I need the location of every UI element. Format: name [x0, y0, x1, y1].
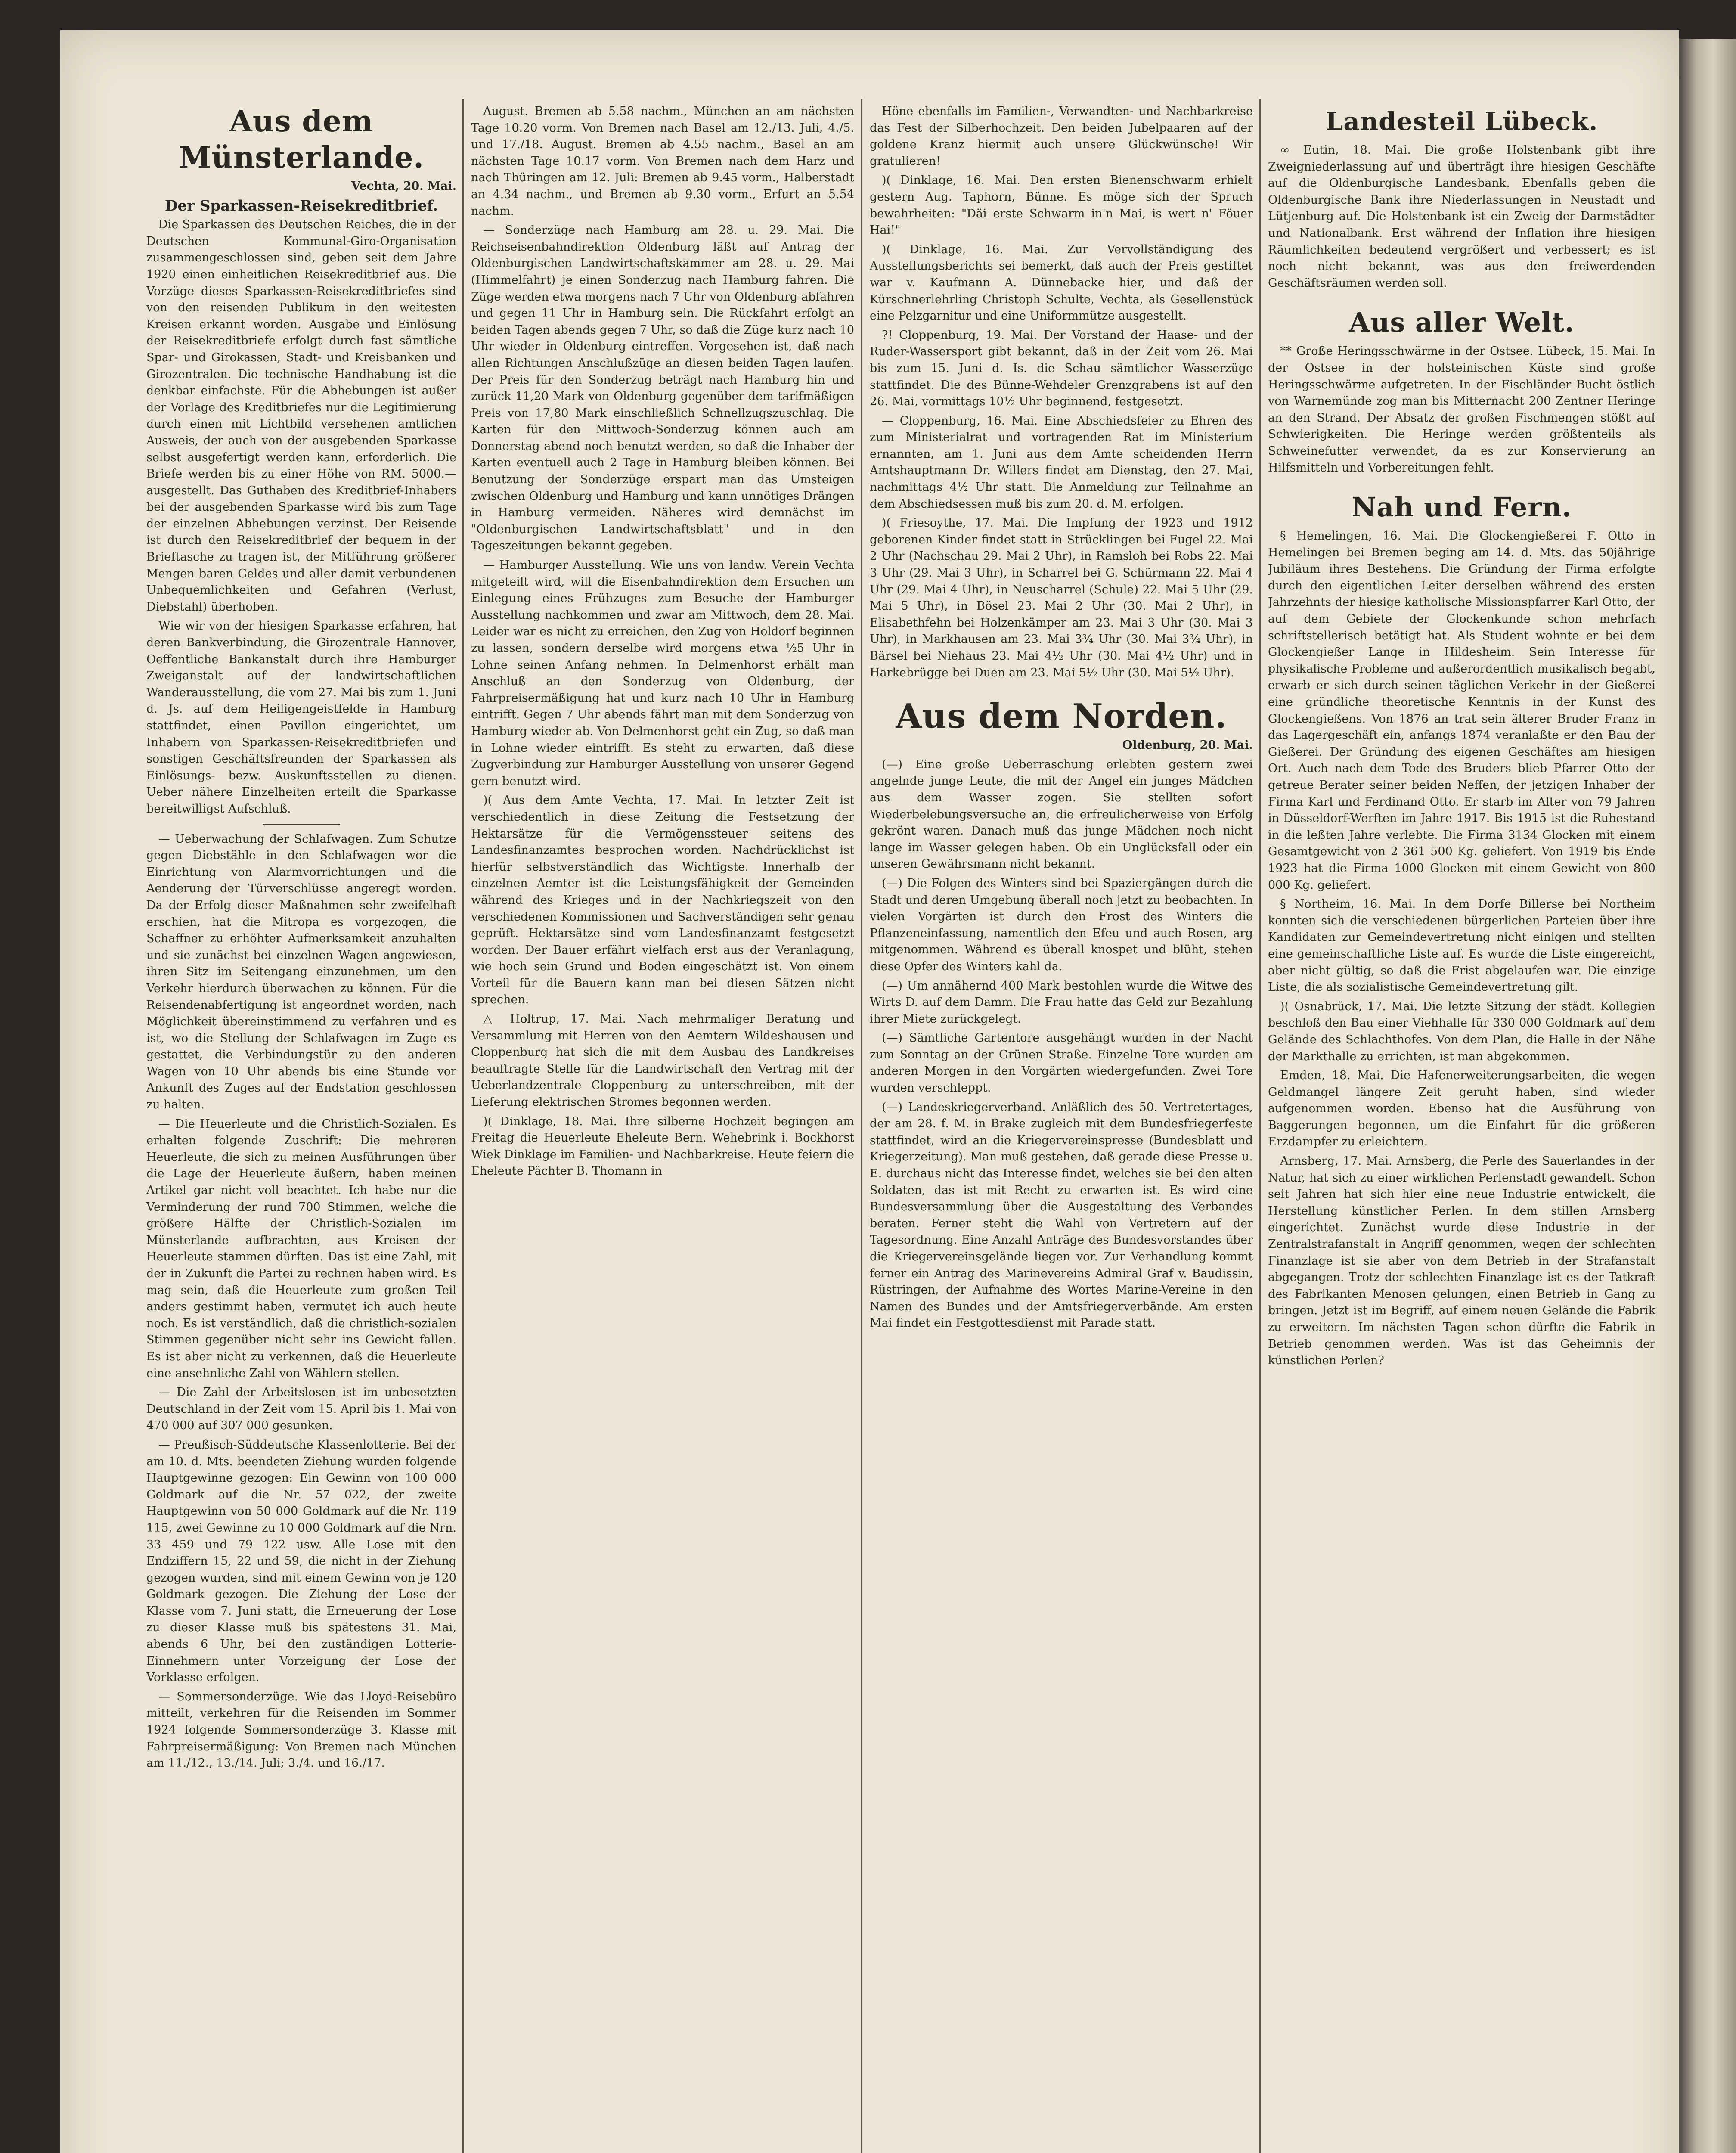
article-paragraph: ∞ Eutin, 18. Mai. Die große Holstenbank gibt ihre Zweigniederlassung auf und überträgt ihre hiesigen Geschäfte auf die Oldenburgische Landesbank. Ebenfalls geben die Oldenburgische Bank ihre Niederlassungen in Neustadt und Lütjenburg auf. Die Holstenbank ist ein Zweig der Darmstädter und Nationalbank. Erst während der Inflation ihre hiesigen Räumlichkeiten bedeutend vergrößert und verbessert; es ist noch nicht bekannt, was aus den freiwerdenden Geschäftsräumen werden soll.: [1268, 143, 1655, 290]
article-paragraph: — Sonderzüge nach Hamburg am 28. u. 29. Mai. Die Reichseisenbahndirektion Oldenburg läßt auf Antrag der Oldenburgischen Landwirtschaftskammer am 28. u. 29. Mai (Himmelfahrt) je einen Sonderzug nach Hamburg fahren. Die Züge werden etwa morgens nach 7 Uhr von Oldenburg abfahren und gegen 11 Uhr in Hamburg sein. Die Rückfahrt erfolgt an beiden Tagen abends gegen 7 Uhr, so daß die Züge kurz nach 10 Uhr wieder in Oldenburg eintreffen. Vorgesehen ist, daß nach allen Richtungen Anschlußzüge an diesen beiden Tagen laufen. Der Preis für den Sonderzug beträgt nach Hamburg hin und zurück 11,20 Mark von Oldenburg gegenüber dem tarifmäßigen Preis von 17,80 Mark einschließlich Schnellzugszuschlag. Die Karten für den Mittwoch-Sonderzug können auch am Donnerstag abend noch benutzt werden, so daß die Inhaber der Karten eventuell auch 2 Tage in Hamburg bleiben können. Bei Benutzung der Sonderzüge erspart man das Umsteigen zwischen Oldenburg und Hamburg und kann unnötiges Drängen in Hamburg vermeiden. Näheres wird demnächst im "Oldenburgischen Landwirtschaftsblatt" und in den Tageszeitungen bekannt gegeben.: [471, 223, 854, 553]
article-paragraph: )( Dinklage, 18. Mai. Ihre silberne Hochzeit begingen am Freitag die Heuerleute Eheleute Bern. Wehebrink i. Bockhorst Wiek Dinklage im Familien- und Nachbarkreise. Heute feiern die Eheleute Pächter B. Thomann in: [471, 1114, 854, 1178]
section-heading: Landesteil Lübeck.: [1325, 107, 1598, 136]
section-heading: Nah und Fern.: [1352, 491, 1572, 523]
article-paragraph: ?! Cloppenburg, 19. Mai. Der Vorstand der Haase- und der Ruder-Wassersport gibt bekannt, daß in der Zeit vom 26. Mai bis zum 15. Juni d. Is. die Schau sämtlicher Wasserzüge stattfindet. Die des Bünne-Wehdeler Grenzgrabens ist auf den 26. Mai, vormittags 10½ Uhr beginnend, festgesetzt.: [870, 328, 1253, 409]
dateline: Oldenburg, 20. Mai.: [1122, 738, 1253, 752]
article-paragraph: (—) Sämtliche Gartentore ausgehängt wurden in der Nacht zum Sonntag an der Grünen Straße. Einzelne Tore wurden am anderen Morgen in den Vorgärten wiedergefunden. Zwei Tore wurden verschleppt.: [870, 1031, 1253, 1095]
column-rule: [462, 99, 464, 2153]
section-heading: Aus dem Norden.: [896, 697, 1227, 736]
column-2: [471, 103, 854, 2153]
article-paragraph: Wie wir von der hiesigen Sparkasse erfahren, hat deren Bankverbindung, die Girozentrale Hannover, Oeffentliche Bankanstalt durch ihre Hamburger Zweiganstalt auf der landwirtschaftlichen Wanderausstellung, die vom 27. Mai bis zum 1. Juni d. Js. auf dem Heiligengeistfelde in Hamburg stattfindet, einen Pavillon eingerichtet, um Inhabern von Sparkassen-Reisekreditbriefen und sonstigen Geschäftsfreunden der Sparkassen als Einlösungs- bezw. Auskunftsstellen zu dienen. Ueber nähere Einzelheiten erteilt die Sparkasse bereitwilligst Aufschluß.: [146, 619, 456, 816]
article-paragraph: Die Sparkassen des Deutschen Reiches, die in der Deutschen Kommunal-Giro-Organisation zusammengeschlossen sind, geben seit dem Jahre 1920 einen einheitlichen Reisekreditbrief aus. Die Vorzüge dieses Sparkassen-Reisekreditbriefes sind von den reisenden Publikum in den weitesten Kreisen erkannt worden. Ausgabe und Einlösung der Reisekreditbriefe erfolgt durch fast sämtliche Spar- und Girokassen, Stadt- und Kreisbanken und Girozentralen. Die technische Handhabung ist die denkbar einfachste. Für die Abhebungen ist außer der Vorlage des Kreditbriefes nur die Legitimierung durch einen mit Lichtbild versehenen amtlichen Ausweis, der auch von der ausgebenden Sparkasse selbst ausgefertigt werden kann, erforderlich. Die Briefe werden bis zu einer Höhe von RM. 5000.— ausgestellt. Das Guthaben des Kreditbrief-Inhabers bei der ausgebenden Sparkasse wird bis zum Tage der einzelnen Abhebungen verzinst. Der Reisende ist durch den Reisekreditbrief der bequem in der Brieftasche zu tragen ist, der Mitführung größerer Mengen baren Geldes und aller damit verbundenen Unbequemlichkeiten und Gefahren (Verlust, Diebstahl) überhoben.: [146, 218, 456, 614]
separator: [263, 824, 340, 825]
column-4: [1268, 103, 1655, 2153]
article-paragraph: Emden, 18. Mai. Die Hafenerweiterungsarbeiten, die wegen Geldmangel längere Zeit geruht haben, sind wieder aufgenommen worden. Ebenso hat die Ausführung von Baggerungen begonnen, um die Einfahrt für die größeren Erzdampfer zu erleichtern.: [1268, 1069, 1655, 1149]
article-paragraph: — Preußisch-Süddeutsche Klassenlotterie. Bei der am 10. d. Mts. beendeten Ziehung wurden folgende Hauptgewinne gezogen: Ein Gewinn von 100 000 Goldmark auf die Nr. 57 022, der zweite Hauptgewinn von 50 000 Goldmark auf die Nr. 119 115, zwei Gewinne zu 10 000 Goldmark auf die Nrn. 33 459 und 79 122 usw. Alle Lose mit den Endziffern 15, 22 und 59, die nicht in der Ziehung gezogen wurden, sind mit einem Gewinn von je 120 Goldmark gezogen. Die Ziehung der Lose der Klasse vom 7. Juni statt, die Erneuerung der Lose zu dieser Klasse muß bis spätestens 31. Mai, abends 6 Uhr, bei den zuständigen Lotterie-Einnehmern unter Vorzeigung der Lose der Vorklasse erfolgen.: [146, 1438, 456, 1685]
column-rule: [861, 99, 862, 2153]
section-heading: Aus aller Welt.: [1349, 307, 1575, 338]
article-paragraph: ** Große Heringsschwärme in der Ostsee. Lübeck, 15. Mai. In der Ostsee in der holsteinischen Küste sind große Heringsschwärme aufgetreten. In der Fischländer Bucht östlich von Warnemünde zog man bis Mitternacht 200 Zentner Heringe an den Strand. Der Absatz der großen Fischmengen stößt auf Schwierigkeiten. Die Heringe werden größtenteils als Schweinefutter verwendet, da es zur Konservierung an Hilfsmitteln und Vorbereitungen fehlt.: [1268, 344, 1655, 475]
article-paragraph: § Hemelingen, 16. Mai. Die Glockengießerei F. Otto in Hemelingen bei Bremen beging am 14. d. Mts. das 50jährige Jubiläum ihres Bestehens. Die Gründung der Firma erfolgte durch den eigentlichen Leiter derselben während des ersten Jahrzehnts der hiesige katholische Missionspfarrer Karl Otto, der auf dem Gebiete der Glockenkunde schon mehrfach schriftstellerisch betätigt hat. Als Student wohnte er bei dem Glockengießer Lange in Hildesheim. Sein Interesse für physikalische Probleme und außerordentlich musikalisch begabt, erwarb er sich durch seinen täglichen Verkehr in der Gießerei eine gründliche theoretische Kenntnis in der Kunst des Glockengießens. Von 1876 an trat sein älterer Bruder Franz in das Lagergeschäft ein, anfangs 1874 veranlaßte er den Bau der Gießerei. Der Gründung des eigenen Geschäftes am hiesigen Ort. Auch nach dem Tode des Bruders blieb Pfarrer Otto der getreue Berater seiner beiden Neffen, der jetzigen Inhaber der Firma Karl und Ferdinand Otto. Er starb im Alter von 79 Jahren in Düsseldorf-Werften im Jahre 1917. Bis 1915 ist die Ruhestand in die leßten Jahre verlebte. Die Firma 3134 Glocken mit einem Gesamtgewicht von 2 361 500 Kg. geliefert. Von 1919 bis Ende 1923 hat die Firma 1000 Glocken mit einem Gewicht von 800 000 Kg. geliefert.: [1268, 529, 1655, 892]
article-paragraph: )( Dinklage, 16. Mai. Den ersten Bienenschwarm erhielt gestern Aug. Taphorn, Bünne. Es möge sich der Spruch bewahrheiten: "Däi erste Schwarm in'n Mai, is wert n' Föuer Hai!": [870, 174, 1253, 237]
article-paragraph: (—) Landeskriegerverband. Anläßlich des 50. Vertretertages, der am 28. f. M. in Brake zugleich mit dem Bundesfriegerfeste stattfindet, wird an die Kriegervereinspresse (Bundesblatt und Kriegerzeitung). Man muß gestehen, daß gerade diese Presse u. E. durchaus nicht das Interesse findet, welches sie bei den alten Soldaten, das ist mit Recht zu erwarten ist. Es wird eine Bundesversammlung über die Ausgestaltung des Verbandes beraten. Ferner steht die Wahl von Vertretern auf der Tagesordnung. Eine Anzahl Anträge des Bundesvorstandes über die Kriegervereinsgelände liegen vor. Zur Verhandlung kommt ferner ein Antrag des Marinevereins Admiral Graf v. Baudissin, Rüstringen, der Aufnahme des Wortes Marine-Vereine in den Namen des Bundes und der Amtsfriegerverbände. Am ersten Mai findet ein Festgottesdienst mit Parade statt.: [870, 1100, 1253, 1330]
page-fold: [1679, 39, 1736, 2153]
article-paragraph: (—) Die Folgen des Winters sind bei Spaziergängen durch die Stadt und deren Umgebung überall noch jetzt zu beobachten. In vielen Vorgärten ist durch den Frost des Winters die Pflanzeneinfassung, namentlich den Efeu und auch Rosen, arg mitgenommen. Während es überall knospet und blüht, stehen diese Opfer des Winters kahl da.: [870, 876, 1253, 973]
article-paragraph: — Sommersonderzüge. Wie das Lloyd-Reisebüro mitteilt, verkehren für die Reisenden im Sommer 1924 folgende Sommersonderzüge 3. Klasse mit Fahrpreisermäßigung: Von Bremen nach München am 11./12., 13./14. Juli; 3./4. und 16./17.: [146, 1690, 456, 1770]
article-paragraph: Arnsberg, 17. Mai. Arnsberg, die Perle des Sauerlandes in der Natur, hat sich zu einer wirklichen Perlenstadt gewandelt. Schon seit Jahren hat sich hier eine neue Industrie entwickelt, die Herstellung künstlicher Perlen. In dem stillen Arnsberg eingerichtet. Zunächst wurde diese Industrie in der Zentralstrafanstalt in Angriff genommen, wegen der schlechten Finanzlage ist sie aber von dem Betrieb in der Strafanstalt abgegangen. Trotz der schlechten Finanzlage ist es der Tatkraft des Fabrikanten Menosen gelungen, einen Betrieb in Gang zu bringen. Jetzt ist im Begriff, auf einem neuen Gelände die Fabrik zu erweitern. Im nächsten Tagen schon dürfte die Fabrik in Betrieb genommen werden. Was ist das Geheimnis der künstlichen Perlen?: [1268, 1154, 1655, 1368]
article-paragraph: August. Bremen ab 5.58 nachm., München an am nächsten Tage 10.20 vorm. Von Bremen nach Basel am 12./13. Juli, 4./5. und 17./18. August. Bremen ab 4.55 nachm., Basel an am nächsten Tage 10.17 vorm. Von Bremen nach dem Harz und nach Thüringen am 12. Juli: Bremen ab 9.45 vorm., Halberstadt an 4.34 nachm., und Bremen ab 9.30 vorm., Erfurt an 5.54 nachm.: [471, 105, 854, 218]
article-paragraph: — Hamburger Ausstellung. Wie uns von landw. Verein Vechta mitgeteilt wird, will die Eisenbahndirektion dem Ersuchen um Einlegung eines Frühzuges zum Besuche der Hamburger Ausstellung nachkommen und zwar am Mittwoch, dem 28. Mai. Leider war es nicht zu erreichen, den Zug von Holdorf beginnen zu lassen, sondern derselbe wird morgens etwa ½5 Uhr in Lohne seinen Anfang nehmen. In Delmenhorst erhält man Anschluß an den Sonderzug von Oldenburg, der Fahrpreisermäßigung hat und kurz nach 10 Uhr in Hamburg eintrifft. Gegen 7 Uhr abends fährt man mit dem Sonderzug von Hamburg wieder ab. Von Delmenhorst geht ein Zug, so daß man in Lohne wieder eintrifft. Es steht zu erwarten, daß diese Zugverbindung zur Hamburger Ausstellung von unserer Gegend gern benutzt wird.: [471, 558, 854, 788]
column-rule: [1259, 99, 1261, 2153]
column-3: [870, 103, 1253, 2153]
article-paragraph: (—) Um annähernd 400 Mark bestohlen wurde die Witwe des Wirts D. auf dem Damm. Die Frau hatte das Geld zur Bezahlung ihrer Miete zurückgelegt.: [870, 979, 1253, 1026]
article-paragraph: △ Holtrup, 17. Mai. Nach mehrmaliger Beratung und Versammlung mit Herren von den Aemtern Wildeshausen und Cloppenburg hat sich die mit dem Ausbau des Landkreises beauftragte Stelle für die Landwirtschaft den Vertrag mit der Ueberlandzentrale Cloppenburg zu unterschreiben, mit der Lieferung elektrischen Stromes begonnen werden.: [471, 1012, 854, 1109]
column-1: [146, 103, 456, 2153]
article-paragraph: Höne ebenfalls im Familien-, Verwandten- und Nachbarkreise das Fest der Silberhochzeit. Den beiden Jubelpaaren auf der goldene Kranz hiermit auch unsere Glückwünsche! Wir gratulieren!: [870, 105, 1253, 168]
article-paragraph: — Cloppenburg, 16. Mai. Eine Abschiedsfeier zu Ehren des zum Ministerialrat und vortragenden Rat im Ministerium ernannten, am 1. Juni aus dem Amte scheidenden Herrn Amtshauptmann Dr. Willers findet am Dienstag, den 27. Mai, nachmittags 4½ Uhr statt. Die Anmeldung zur Teilnahme an dem Abschiedsessen muß bis zum 20. d. M. erfolgen.: [870, 414, 1253, 511]
article-paragraph: )( Aus dem Amte Vechta, 17. Mai. In letzter Zeit ist verschiedentlich in diese Zeitung die Festsetzung der Hektarsätze für die Vermögenssteuer seitens des Landesfinanzamtes besprochen worden. Nachdrücklichst ist hierfür selbstverständlich das Wichtigste. Innerhalb der einzelnen Aemter ist die Leistungsfähigkeit der Gemeinden während des Krieges und in der Nachkriegszeit von den verschiedenen Kommissionen und Sachverständigen sehr genau geprüft. Hektarsätze sind vom Landesfinanzamt festgesetzt worden. Der Bauer erfährt vielfach erst aus der Veranlagung, wie hoch sein Grund und Boden eingeschätzt ist. Von einem Vorteil für die Bauern kann man bei diesen Sätzen nicht sprechen.: [471, 794, 854, 1007]
section-heading: Aus dem Münsterlande.: [179, 104, 424, 175]
article-paragraph: )( Dinklage, 16. Mai. Zur Vervollständigung des Ausstellungsberichts sei bemerkt, daß auch der Preis gestiftet war v. Kaufmann A. Dünnebacke hier, und daß der Kürschnerlehrling Christoph Schulte, Vechta, als Gesellenstück eine Pelzgarnitur und eine Uniformmütze ausgestellt.: [870, 242, 1253, 323]
dateline: Vechta, 20. Mai.: [351, 180, 456, 193]
article-paragraph: — Ueberwachung der Schlafwagen. Zum Schutze gegen Diebstähle in den Schlafwagen wor die Einrichtung von Alarmvorrichtungen und die Aenderung der Türverschlüsse angeregt worden. Da der Erfolg dieser Maßnahmen sehr zweifelhaft erschien, hat die Mitropa es vorgezogen, die Schaffner zu erhöhter Aufmerksamkeit anzuhalten und sie zunächst bei einzelnen Wagen angewiesen, ihren Sitz im Seitengang einzunehmen, um den Verkehr hierdurch überwachen zu können. Für die Reisendenabfertigung ist angeordnet worden, nach Möglichkeit übereinstimmend zu verfahren und es ist, wo die Stellung der Schlafwagen im Zuge es gestattet, die Verbindungstür zu den anderen Wagen von 10 Uhr abends bis eine Stunde vor Ankunft des Zuges auf der Endstation geschlossen zu halten.: [146, 832, 456, 1112]
article-subheading: Der Sparkassen-Reisekreditbrief.: [164, 197, 438, 214]
article-paragraph: — Die Heuerleute und die Christlich-Sozialen. Es erhalten folgende Zuschrift: Die mehreren Heuerleute, die sich zu meinen Ausführungen über die Lage der Heuerleute äußern, haben meinen Artikel gar nicht voll beachtet. Ich habe nur die Verminderung der rund 700 Stimmen, welche die größere Hälfte der Christlich-Sozialen im Münsterlande aufbrachten, aus Kreisen der Heuerleute stammen dürften. Das ist eine Zahl, mit der in Zukunft die Partei zu rechnen haben wird. Es mag sein, daß die Heuerleute zum großen Teil anders gestimmt haben, vermutet ich auch heute noch. Es ist verständlich, daß die christlich-sozialen Stimmen gegenüber nicht sehr ins Gewicht fallen. Es ist aber nicht zu verkennen, daß die Heuerleute eine ansehnliche Zahl von Wählern stellen.: [146, 1117, 456, 1380]
article-paragraph: — Die Zahl der Arbeitslosen ist im unbesetzten Deutschland in der Zeit vom 15. April bis 1. Mai von 470 000 auf 307 000 gesunken.: [146, 1386, 456, 1433]
article-paragraph: )( Friesoythe, 17. Mai. Die Impfung der 1923 und 1912 geborenen Kinder findet statt in Strücklingen bei Fugel 22. Mai 2 Uhr (Nachschau 29. Mai 2 Uhr), in Ramsloh bei Robs 22. Mai 3 Uhr (29. Mai 3 Uhr), in Scharrel bei G. Schürmann 22. Mai 4 Uhr (29. Mai 4 Uhr), in Neuscharrel (Schule) 22. Mai 5 Uhr (29. Mai 5 Uhr), in Bösel 23. Mai 2 Uhr (30. Mai 2 Uhr), in Elisabethfehn bei Holzenkämper am 23. Mai 3 Uhr (30. Mai 3 Uhr), in Markhausen am 23. Mai 3¾ Uhr (30. Mai 3¾ Uhr), in Bärsel bei Niehaus 23. Mai 4½ Uhr (30. Mai 4½ Uhr) und in Harkebrügge bei Duen am 23. Mai 5½ Uhr (30. Mai 5½ Uhr).: [870, 516, 1253, 679]
article-paragraph: § Northeim, 16. Mai. In dem Dorfe Billerse bei Northeim konnten sich die verschiedenen bürgerlichen Parteien über ihre Kandidaten zur Gemeindevertretung nicht einigen und stellten eine gemeinschaftliche Liste auf. Es wurde die Liste eingereicht, aber nicht gültig, so daß die Frist abgelaufen war. Die einzige Liste, die als sozialistische Gemeindevertretung gilt.: [1268, 897, 1655, 994]
article-paragraph: )( Osnabrück, 17. Mai. Die letzte Sitzung der städt. Kollegien beschloß den Bau einer Viehhalle für 330 000 Goldmark auf dem Gelände des Schlachthofes. Von dem Plan, die Halle in der Nähe der Markthalle zu errichten, ist man abgekommen.: [1268, 999, 1655, 1063]
article-paragraph: (—) Eine große Ueberraschung erlebten gestern zwei angelnde junge Leute, die mit der Angel ein junges Mädchen aus dem Wasser zogen. Sie stellten sofort Wiederbelebungsversuche an, die erfreulicherweise von Erfolg gekrönt waren. Danach muß das junge Mädchen noch nicht lange im Wasser gelegen haben. Ob ein Unglücksfall oder ein unseren Gewährsmann nicht bekannt.: [870, 757, 1253, 871]
